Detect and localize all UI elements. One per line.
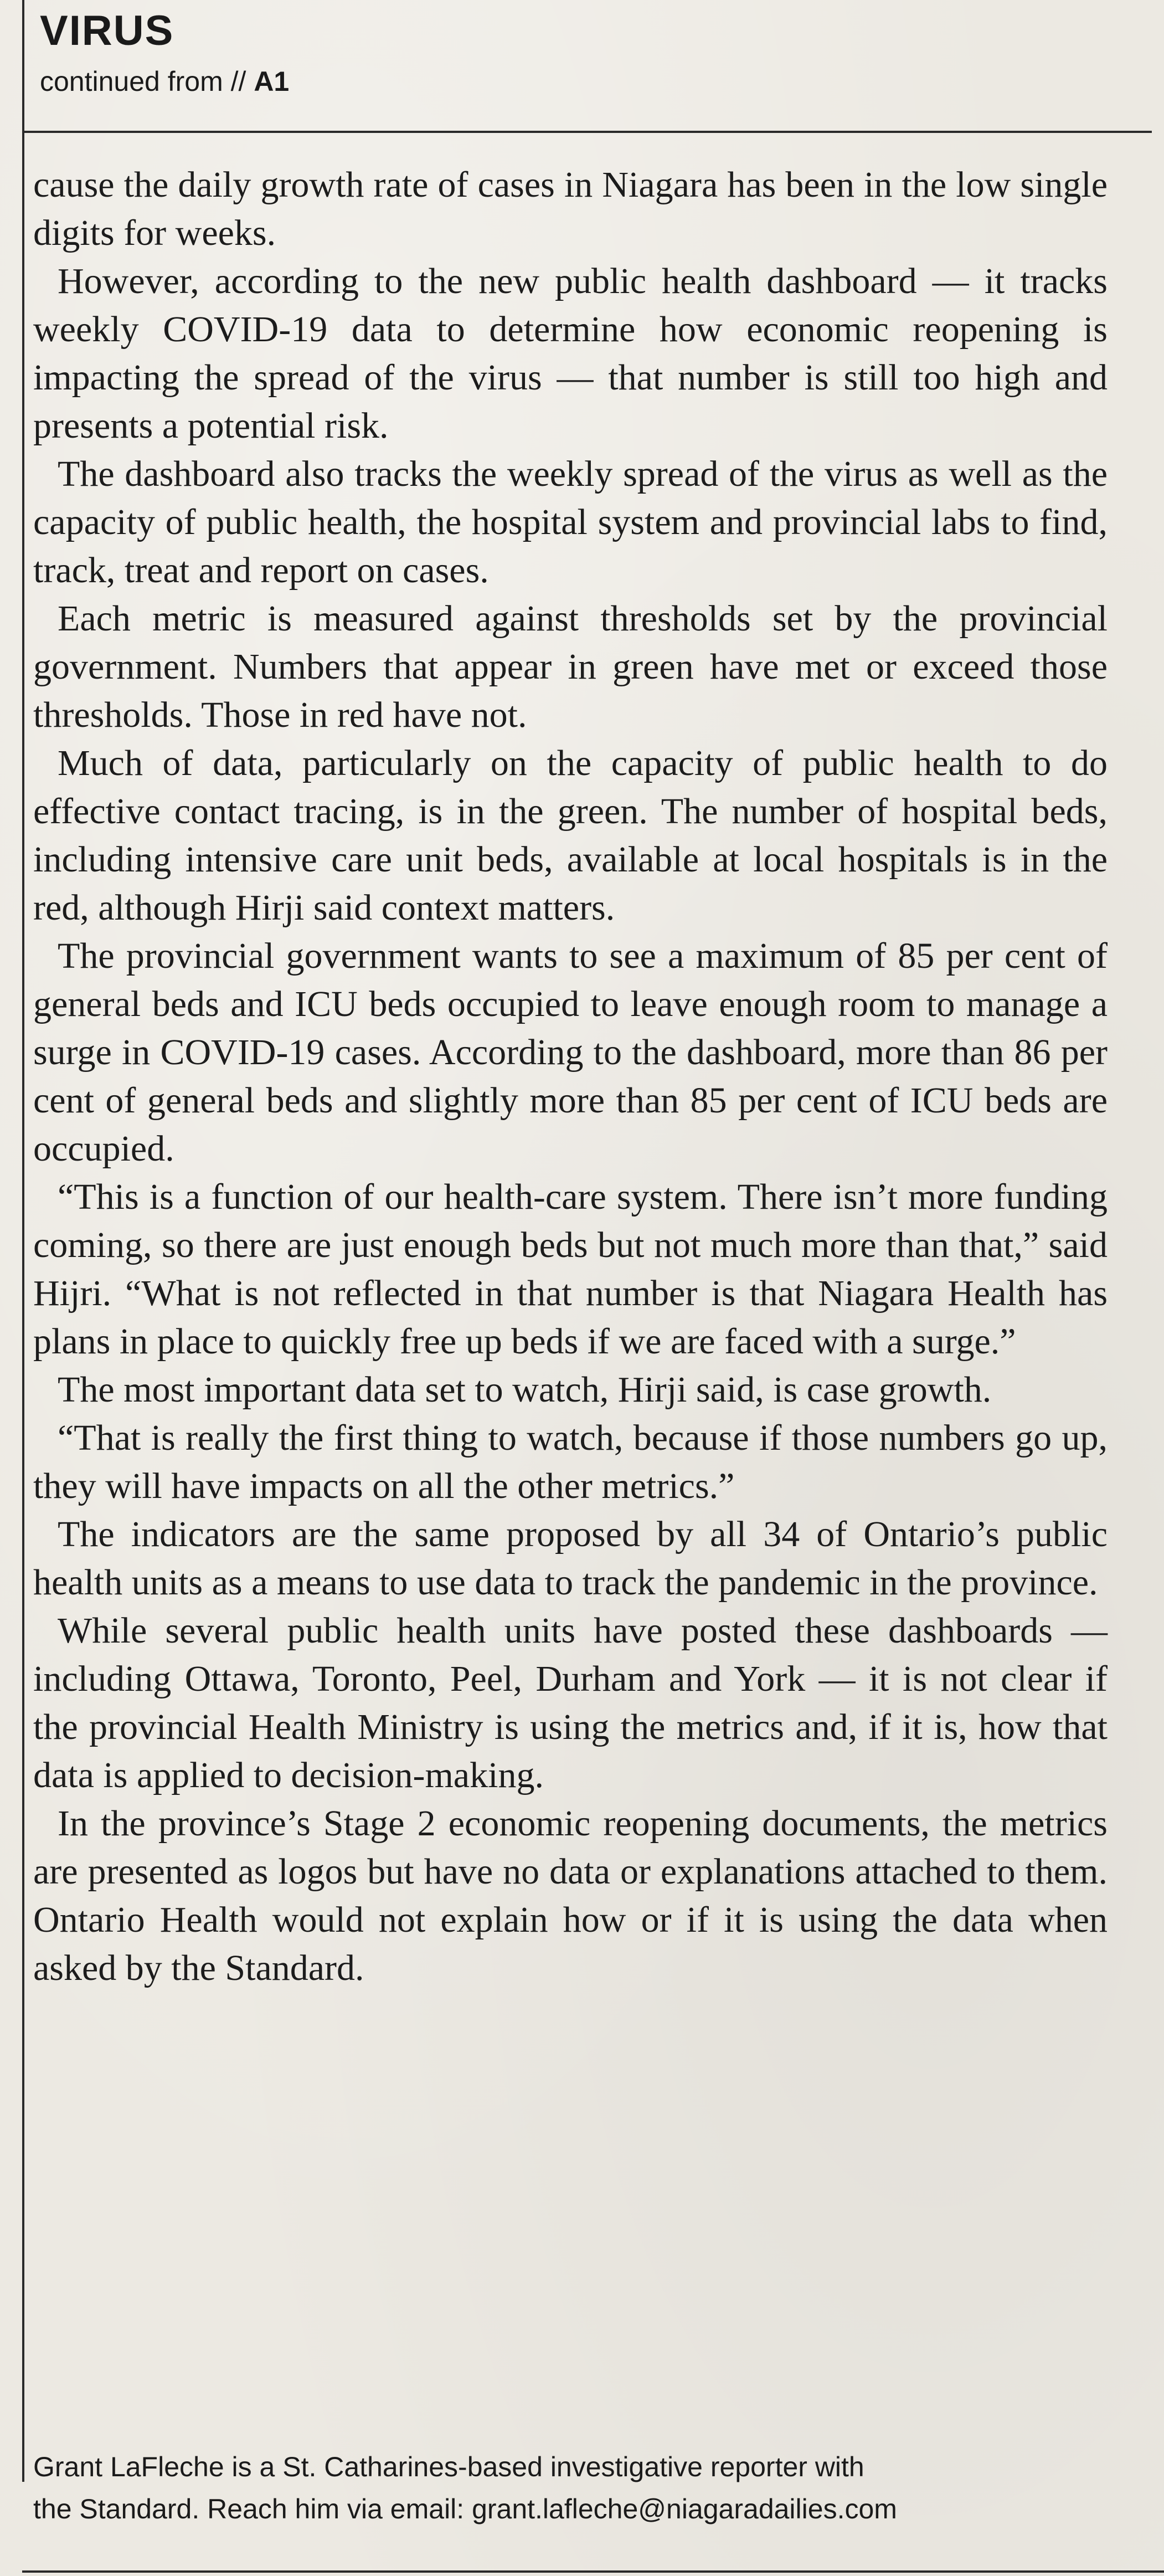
paragraph-1: cause the daily growth rate of cases in Niagara has been in the low single digits for weeks. bbox=[33, 165, 1108, 253]
column-rule-left bbox=[22, 0, 24, 2482]
paragraph-12: In the province’s Stage 2 economic reopening documents, the metrics are presented as logos but have no data or explanations attached to them. Ontario Health would not explain how or if it is using the data when asked by the Standard. bbox=[33, 1803, 1108, 1988]
continued-from-line bbox=[40, 68, 289, 95]
continued-page-ref: A1 bbox=[254, 66, 290, 97]
paragraph-11: While several public health units have posted these dashboards — including Ottawa, Toronto, Peel, Durham and York — it is not clear if the provincial Health Ministry is using the metrics and, if it is, how that data is applied to decision-making. bbox=[33, 1610, 1108, 1795]
header-divider bbox=[22, 131, 1152, 133]
paragraph-2: However, according to the new public health dashboard — it tracks weekly COVID-19 data to determine how economic reopening is impacting the spread of the virus — that number is still too high and presents a potential risk. bbox=[33, 261, 1108, 446]
section-kicker: VIRUS bbox=[40, 7, 174, 54]
paragraph-6: The provincial government wants to see a maximum of 85 per cent of general beds and ICU beds occupied to leave enough room to manage a surge in COVID-19 cases. According to the dashboard, more than 86 per cent of general beds and slightly more than 85 per cent of ICU beds are occupied. bbox=[33, 936, 1108, 1169]
byline-line-2: the Standard. Reach him via email: grant.lafleche@niagaradailies.com bbox=[33, 2493, 897, 2524]
paragraph-7: “This is a function of our health-care system. There isn’t more funding coming, so there are just enough beds but not much more than that,” said Hijri. “What is not reflected in that number is that Niagara Health has plans in place to quickly free up beds if we are faced with a surge.” bbox=[33, 1177, 1108, 1362]
article-body bbox=[33, 161, 1108, 1992]
paragraph-10: The indicators are the same proposed by all 34 of Ontario’s public health units as a means to use data to track the pandemic in the province. bbox=[33, 1514, 1108, 1603]
page-bottom-rule bbox=[22, 2570, 1164, 2573]
byline-line-1: Grant LaFleche is a St. Catharines-based investigative reporter with bbox=[33, 2451, 864, 2482]
continued-label: continued from // bbox=[40, 66, 246, 97]
author-byline bbox=[33, 2446, 1119, 2530]
paragraph-4: Each metric is measured against thresholds set by the provincial government. Numbers that appear in green have met or exceed those thresholds. Those in red have not. bbox=[33, 598, 1108, 735]
article-header bbox=[40, 7, 290, 97]
paragraph-9: “That is really the first thing to watch, because if those numbers go up, they will have impacts on all the other metrics.” bbox=[33, 1418, 1108, 1506]
paragraph-3: The dashboard also tracks the weekly spread of the virus as well as the capacity of public health, the hospital system and provincial labs to find, track, treat and report on cases. bbox=[33, 454, 1108, 591]
paragraph-8: The most important data set to watch, Hirji said, is case growth. bbox=[58, 1369, 992, 1410]
paragraph-5: Much of data, particularly on the capacity of public health to do effective contact tracing, is in the green. The number of hospital beds, including intensive care unit beds, available at local hospitals is in the red, although Hirji said context matters. bbox=[33, 743, 1108, 928]
